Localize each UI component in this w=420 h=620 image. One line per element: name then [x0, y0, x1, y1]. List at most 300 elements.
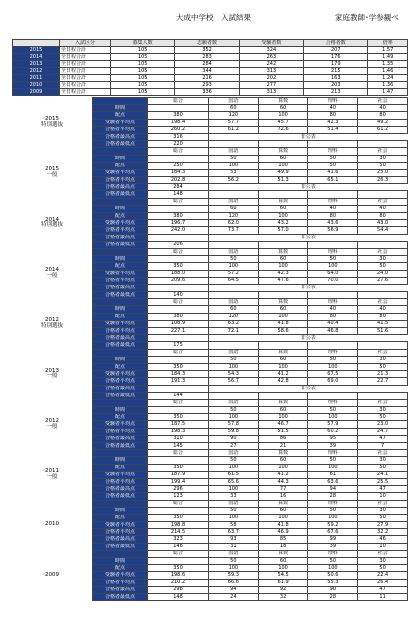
table-cell	[148, 306, 209, 313]
table-cell: 50	[308, 356, 358, 363]
table-cell: 70.0	[308, 277, 358, 284]
table-cell: 21.3	[358, 371, 408, 378]
table-cell	[148, 105, 209, 112]
table-cell: 100	[208, 162, 258, 169]
row-label: 合格者最高点	[93, 486, 148, 493]
row-label: 合格者最高点	[93, 234, 148, 241]
table-cell: 213	[304, 89, 368, 96]
table-cell: 63.7	[208, 529, 258, 536]
block-label: 2014 一般	[45, 267, 59, 279]
table-cell: 298	[148, 586, 209, 593]
table-cell: 1.57	[368, 47, 408, 54]
header-cell: 算数	[258, 299, 308, 306]
table-cell: 全日程合計	[60, 89, 111, 96]
table-cell: 120	[208, 213, 258, 220]
row-label: 合格者最高点	[93, 284, 148, 291]
table-row	[13, 68, 408, 75]
table-cell: 60	[258, 155, 308, 162]
table-cell: 60	[258, 205, 308, 212]
row-label: 合格者平均点	[93, 227, 148, 234]
header-cell	[13, 40, 60, 47]
header-cell	[93, 98, 148, 105]
block-label: 2009	[45, 571, 59, 578]
row-label: 合格者最低点	[93, 342, 148, 349]
table-cell: 41.5	[358, 320, 408, 327]
row-label: 合格者平均点	[93, 428, 148, 435]
table-cell: 50	[308, 507, 358, 514]
header-cell: 国語	[208, 500, 258, 507]
table-cell: 30	[358, 457, 408, 464]
table-cell	[148, 457, 209, 464]
table-cell: 65.1	[308, 177, 358, 184]
table-cell: 310	[148, 435, 209, 442]
table-cell: 27	[208, 443, 258, 450]
table-cell: 86	[258, 435, 308, 442]
table-cell: 28	[308, 493, 358, 500]
table-cell: 61.2	[208, 126, 258, 133]
header-cell: 算数	[258, 500, 308, 507]
table-row	[13, 54, 408, 61]
table-cell: 30	[358, 507, 408, 514]
row-label: 時間	[93, 256, 148, 263]
header-cell: 社会	[358, 299, 408, 306]
table-cell: 10	[358, 543, 408, 550]
table-cell: 108.9	[148, 320, 209, 327]
row-label: 配点	[93, 313, 148, 320]
summary-table	[12, 39, 408, 96]
table-cell: 22.7	[358, 378, 408, 385]
table-cell: 316	[148, 133, 209, 140]
note-cell: 非公表	[300, 385, 316, 392]
table-cell: 350	[148, 363, 209, 370]
table-cell: 全日程合計	[60, 54, 111, 61]
table-cell: 50	[358, 263, 408, 270]
table-cell: 350	[148, 565, 209, 572]
table-cell: 80	[358, 112, 408, 119]
table-cell: 50	[308, 155, 358, 162]
header-cell	[93, 349, 148, 356]
table-cell: 352	[175, 47, 239, 54]
table-cell: 42.3	[258, 270, 308, 277]
table-cell: 50	[308, 256, 358, 263]
table-cell: 39	[308, 543, 358, 550]
table-cell	[308, 191, 358, 198]
header-cell: 理科	[308, 500, 358, 507]
table-cell: 57.2	[208, 270, 258, 277]
header-cell: 理科	[308, 248, 358, 255]
table-cell: 30	[358, 155, 408, 162]
header-cell: 総合	[148, 248, 209, 255]
table-cell: 77	[258, 486, 308, 493]
table-cell: 105	[111, 61, 175, 68]
header-cell: 社会	[358, 248, 408, 255]
row-label: 合格者最高点	[93, 435, 148, 442]
year-cell: 2009	[13, 89, 60, 96]
table-cell: 90	[208, 435, 258, 442]
table-cell	[258, 392, 308, 399]
row-label: 合格者最高点	[93, 184, 148, 191]
table-cell: 50	[358, 414, 408, 421]
header-cell: 国語	[208, 349, 258, 356]
table-cell: 60.2	[308, 428, 358, 435]
table-cell: 100	[258, 464, 308, 471]
detail-header-row	[12, 349, 408, 356]
table-cell: 51.4	[308, 126, 358, 133]
table-cell: 95	[308, 435, 358, 442]
table-cell	[358, 342, 408, 349]
table-cell: 50	[308, 457, 358, 464]
table-cell: 145	[148, 443, 209, 450]
header-cell	[93, 550, 148, 557]
header-cell	[93, 450, 148, 457]
table-row	[13, 89, 408, 96]
table-cell	[358, 392, 408, 399]
table-cell: 199.4	[148, 478, 209, 485]
row-label: 合格者最高点	[93, 335, 148, 342]
table-cell: 63.6	[308, 478, 358, 485]
table-cell: 283	[175, 54, 239, 61]
table-cell: 350	[148, 263, 209, 270]
table-cell: 100	[208, 263, 258, 270]
block-label: 2015 一般	[45, 166, 59, 178]
table-cell: 105	[111, 82, 175, 89]
row-label: 配点	[93, 263, 148, 270]
table-cell: 144	[148, 392, 209, 399]
year-cell: 2013	[13, 61, 60, 68]
table-cell: 33	[208, 493, 258, 500]
table-cell: 380	[148, 313, 209, 320]
table-cell: 148	[148, 593, 209, 600]
table-cell: 50	[358, 514, 408, 521]
table-cell: 61.5	[208, 471, 258, 478]
header-cell: 理科	[308, 148, 358, 155]
table-cell: 93	[208, 536, 258, 543]
table-cell: 43.0	[358, 220, 408, 227]
table-cell: 43.6	[308, 220, 358, 227]
table-cell: 28	[308, 593, 358, 600]
table-cell	[308, 292, 358, 299]
table-cell: 202	[239, 75, 303, 82]
table-cell: 50	[208, 457, 258, 464]
table-cell: 22.4	[358, 572, 408, 579]
table-cell: 105	[111, 75, 175, 82]
header-cell: 算数	[258, 399, 308, 406]
table-cell: 1.24	[368, 75, 408, 82]
table-cell: 198.4	[148, 119, 209, 126]
table-cell: 50	[208, 558, 258, 565]
table-cell: 284	[175, 61, 239, 68]
table-cell: 32.2	[358, 529, 408, 536]
table-cell: 184.3	[148, 169, 209, 176]
table-cell: 1.46	[368, 68, 408, 75]
row-label: 合格者最高点	[93, 586, 148, 593]
year-cell: 2011	[13, 75, 60, 82]
table-cell	[148, 284, 209, 291]
table-cell: 60	[258, 507, 308, 514]
row-label: 時間	[93, 457, 148, 464]
table-cell	[258, 141, 308, 148]
row-label: 合格者平均点	[93, 126, 148, 133]
table-cell: 242.0	[148, 227, 209, 234]
table-cell: 100	[308, 363, 358, 370]
header-cell: 総合	[148, 399, 209, 406]
row-label: 受験者平均点	[93, 572, 148, 579]
block-label: 2015 特別選抜	[40, 116, 63, 128]
table-cell: 50	[308, 558, 358, 565]
table-row	[13, 75, 408, 82]
header-cell: 社会	[358, 349, 408, 356]
table-cell: 209.6	[148, 277, 209, 284]
table-cell: 56.9	[308, 227, 358, 234]
block-label: 2013 一般	[45, 367, 59, 380]
header-cell: 国語	[208, 148, 258, 155]
table-cell: 67.6	[308, 529, 358, 536]
table-cell: 207	[304, 47, 368, 54]
table-cell: 41.8	[258, 522, 308, 529]
header-cell: 総合	[148, 198, 209, 205]
row-label: 合格者平均点	[93, 529, 148, 536]
row-label: 時間	[93, 407, 148, 414]
table-cell: 60	[258, 356, 308, 363]
table-cell: 39	[308, 443, 358, 450]
table-cell: 80	[358, 313, 408, 320]
detail-header-row	[12, 299, 408, 306]
row-label: 合格者最低点	[93, 292, 148, 299]
table-cell: 全日程合計	[60, 75, 111, 82]
row-label: 合格者最低点	[93, 493, 148, 500]
table-cell: 47	[358, 586, 408, 593]
header-cell: 総合	[148, 500, 209, 507]
row-label: 合格者平均点	[93, 277, 148, 284]
table-cell: 60	[208, 306, 258, 313]
table-cell: 44.3	[258, 478, 308, 485]
header-cell: 国語	[208, 299, 258, 306]
row-label: 合格者最高点	[93, 536, 148, 543]
table-cell: 10	[358, 493, 408, 500]
table-cell: 56.2	[208, 177, 258, 184]
table-cell: 105	[111, 89, 175, 96]
table-cell: 90	[308, 586, 358, 593]
table-cell: 191.3	[148, 378, 209, 385]
table-cell: 42.3	[308, 119, 358, 126]
table-cell	[308, 241, 358, 248]
header-cell: 国語	[208, 98, 258, 105]
row-label: 時間	[93, 105, 148, 112]
page-header	[0, 12, 420, 26]
table-cell: 全日程合計	[60, 68, 111, 75]
table-cell: 227.1	[148, 328, 209, 335]
table-cell	[148, 335, 209, 342]
table-cell: 85	[258, 536, 308, 543]
row-label: 受験者平均点	[93, 119, 148, 126]
table-cell	[208, 191, 258, 198]
table-cell: 51.3	[258, 177, 308, 184]
table-cell: 198.6	[148, 572, 209, 579]
table-cell	[208, 241, 258, 248]
table-cell: 242	[239, 61, 303, 68]
header-cell	[93, 148, 148, 155]
table-cell: 40	[358, 205, 408, 212]
table-cell: 105	[111, 54, 175, 61]
header-cell: 国語	[208, 198, 258, 205]
note-cell: 非公表	[300, 284, 316, 291]
table-cell: 32	[258, 593, 308, 600]
detail-header-row	[12, 550, 408, 557]
table-cell: 65.6	[208, 478, 258, 485]
detail-table	[12, 97, 408, 601]
header-cell	[93, 500, 148, 507]
table-cell: 30	[358, 407, 408, 414]
table-cell: 46.9	[258, 529, 308, 536]
block-label: 2012 特別選抜	[40, 317, 63, 329]
row-label: 合格者最低点	[93, 543, 148, 550]
row-label: 配点	[93, 514, 148, 521]
header-cell: 国語	[208, 550, 258, 557]
table-cell: 40.4	[308, 320, 358, 327]
table-cell: 58.6	[258, 328, 308, 335]
table-cell	[358, 292, 408, 299]
header-cell: 社会	[358, 450, 408, 457]
table-cell: 40	[358, 105, 408, 112]
table-cell: 100	[308, 263, 358, 270]
table-cell: 25.0	[358, 169, 408, 176]
table-cell: 336	[175, 89, 239, 96]
table-cell: 100	[308, 464, 358, 471]
table-cell: 100	[258, 213, 308, 220]
table-cell: 60	[258, 256, 308, 263]
table-cell: 80	[308, 213, 358, 220]
row-label: 合格者最低点	[93, 141, 148, 148]
header-cell	[93, 399, 148, 406]
row-label: 配点	[93, 565, 148, 572]
table-cell: 184.3	[148, 371, 209, 378]
row-label: 受験者平均点	[93, 169, 148, 176]
row-label: 時間	[93, 558, 148, 565]
table-cell: 42.8	[258, 378, 308, 385]
row-label: 時間	[93, 155, 148, 162]
table-cell: 100	[208, 565, 258, 572]
table-cell: 100	[258, 565, 308, 572]
row-label: 合格者最高点	[93, 385, 148, 392]
table-cell: 47.6	[258, 277, 308, 284]
table-cell: 100	[308, 414, 358, 421]
table-cell: 49.2	[358, 119, 408, 126]
table-cell: 49.9	[258, 169, 308, 176]
table-cell: 51.6	[358, 328, 408, 335]
table-cell: 146	[148, 543, 209, 550]
header-cell: 算数	[258, 98, 308, 105]
page-title: 大成中学校 入試結果	[176, 13, 251, 22]
table-cell: 21	[258, 443, 308, 450]
table-cell: 66.8	[208, 579, 258, 586]
table-cell: 59.8	[208, 428, 258, 435]
table-cell: 50	[358, 162, 408, 169]
table-cell: 198.8	[148, 522, 209, 529]
table-cell: 全日程合計	[60, 82, 111, 89]
table-cell	[358, 191, 408, 198]
table-cell: 94	[308, 486, 358, 493]
table-cell: 92	[258, 586, 308, 593]
header-cell: 理科	[308, 399, 358, 406]
header-cell: 社会	[358, 550, 408, 557]
row-label: 配点	[93, 464, 148, 471]
row-label: 受験者平均点	[93, 220, 148, 227]
table-cell: 100	[208, 486, 258, 493]
table-cell: 50	[358, 464, 408, 471]
table-row	[13, 61, 408, 68]
table-cell: 47	[358, 435, 408, 442]
detail-header-row	[12, 500, 408, 507]
table-cell: 60	[258, 407, 308, 414]
table-cell: 50	[208, 356, 258, 363]
header-cell: 理科	[308, 198, 358, 205]
table-cell: 57.7	[208, 119, 258, 126]
table-cell: 198.3	[148, 428, 209, 435]
table-cell: 62.0	[208, 220, 258, 227]
row-label: 時間	[93, 306, 148, 313]
table-cell: 100	[258, 162, 308, 169]
table-cell: 100	[258, 414, 308, 421]
row-label: 合格者最低点	[93, 191, 148, 198]
table-cell: 46.8	[308, 328, 358, 335]
header-cell: 理科	[308, 98, 358, 105]
table-cell	[208, 392, 258, 399]
year-cell: 2010	[13, 82, 60, 89]
header-cell: 総合	[148, 550, 209, 557]
table-cell: 23.0	[358, 421, 408, 428]
table-cell: 40	[308, 105, 358, 112]
table-cell: 50.6	[308, 572, 358, 579]
header-cell: 国語	[208, 450, 258, 457]
row-label: 配点	[93, 162, 148, 169]
table-cell: 293	[175, 82, 239, 89]
table-cell: 41.6	[308, 169, 358, 176]
table-cell: 1.35	[368, 61, 408, 68]
header-cell: 社会	[358, 399, 408, 406]
table-cell: 45.7	[258, 119, 308, 126]
table-cell: 100	[258, 313, 308, 320]
table-cell: 30	[358, 256, 408, 263]
table-cell: 100	[258, 363, 308, 370]
table-row	[13, 82, 408, 89]
header-cell: 社会	[358, 198, 408, 205]
table-cell: 26.4	[358, 579, 408, 586]
table-cell: 50	[358, 565, 408, 572]
table-cell: 50	[208, 407, 258, 414]
header-cell: 合格者数	[304, 40, 368, 47]
table-cell: 7	[358, 443, 408, 450]
table-cell: 187.5	[148, 421, 209, 428]
block-label: 2014 特別選抜	[40, 216, 63, 229]
table-cell: 61.2	[358, 126, 408, 133]
header-cell	[93, 248, 148, 255]
detail-header-row	[12, 148, 408, 155]
table-cell: 59.3	[208, 572, 258, 579]
year-cell: 2012	[13, 68, 60, 75]
summary-header-row	[13, 40, 408, 47]
table-cell: 51.5	[258, 428, 308, 435]
table-cell: 100	[208, 363, 258, 370]
table-cell: 60	[258, 558, 308, 565]
table-cell: 30	[358, 558, 408, 565]
table-cell: 175	[148, 342, 209, 349]
header-cell	[93, 198, 148, 205]
header-cell: 国語	[208, 248, 258, 255]
row-label: 配点	[93, 414, 148, 421]
table-cell: 313	[239, 89, 303, 96]
table-cell: 100	[258, 112, 308, 119]
header-cell: 総合	[148, 450, 209, 457]
